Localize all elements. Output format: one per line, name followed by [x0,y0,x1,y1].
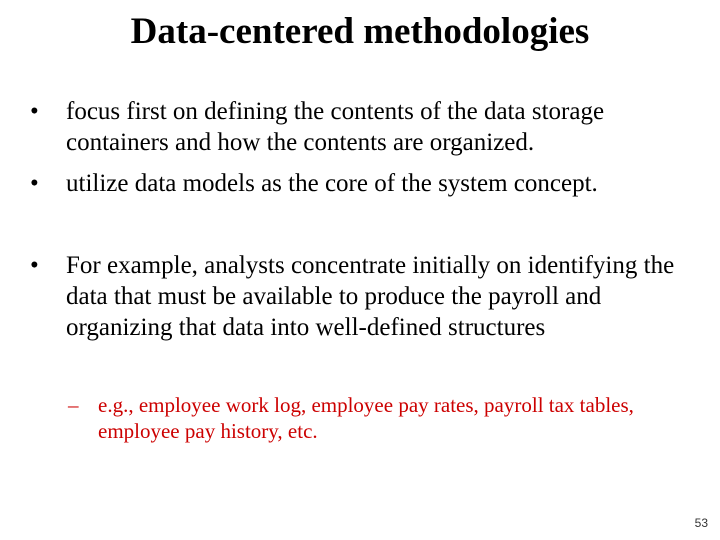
bullet-item-2 [30,168,680,199]
bullet-marker: • [30,98,39,125]
bullet-text: focus first on defining the contents of the data storage containers and how the contents are organized. [66,98,605,156]
sub-bullet-item-1 [68,392,668,444]
bullet-text: utilize data models as the core of the system concept. [66,170,598,197]
bullet-text: For example, analysts concentrate initially on identifying the data that must be available to produce the payroll and organizing that data into well-defined structures [66,252,675,341]
page-number: 53 [694,516,708,530]
slide-title: Data-centered methodologies [130,11,590,52]
bullet-marker: • [30,170,39,197]
bullet-item-3 [30,250,680,343]
sub-bullet-text: e.g., employee work log, employee pay rates, payroll tax tables, employee pay history, etc. [98,393,634,443]
sub-bullet-marker: – [68,393,79,417]
bullet-marker: • [30,252,39,279]
bullet-item-1 [30,96,680,158]
